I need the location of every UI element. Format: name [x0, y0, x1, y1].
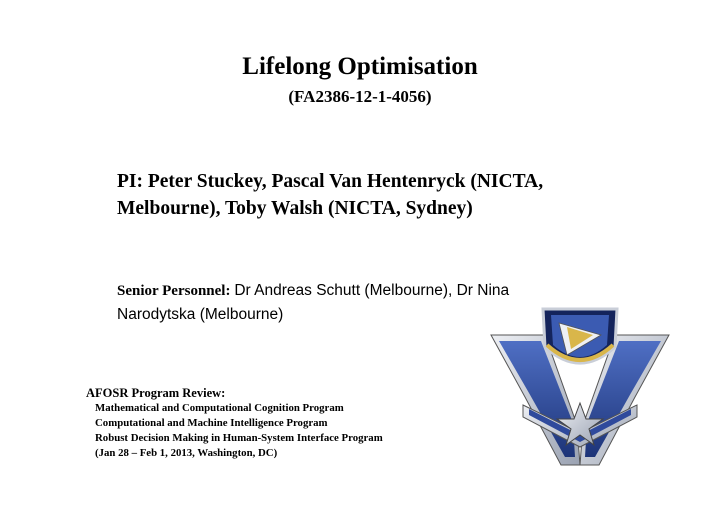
program-review-heading: AFOSR Program Review:	[86, 386, 226, 400]
senior-personnel	[117, 279, 547, 326]
senior-personnel-names: Dr Andreas Schutt (Melbourne), Dr Nina Narodytska (Melbourne)	[117, 282, 510, 323]
program-review-line: Computational and Machine Intelligence Program	[95, 417, 328, 429]
slide-title: Lifelong Optimisation	[242, 53, 478, 80]
program-review-line: Robust Decision Making in Human-System Interface Program	[95, 432, 383, 444]
grant-number: (FA2386-12-1-4056)	[288, 87, 432, 106]
senior-personnel-label: Senior Personnel:	[117, 283, 231, 299]
air-force-research-laboratory-logo-icon	[487, 305, 673, 469]
program-review-line: (Jan 28 – Feb 1, 2013, Washington, DC)	[95, 447, 278, 459]
program-review	[86, 386, 506, 461]
principal-investigators: PI: Peter Stuckey, Pascal Van Hentenryck (NICTA, Melbourne), Toby Walsh (NICTA, Sydney)	[117, 171, 544, 219]
program-review-line: Mathematical and Computational Cognition Program	[95, 402, 344, 414]
